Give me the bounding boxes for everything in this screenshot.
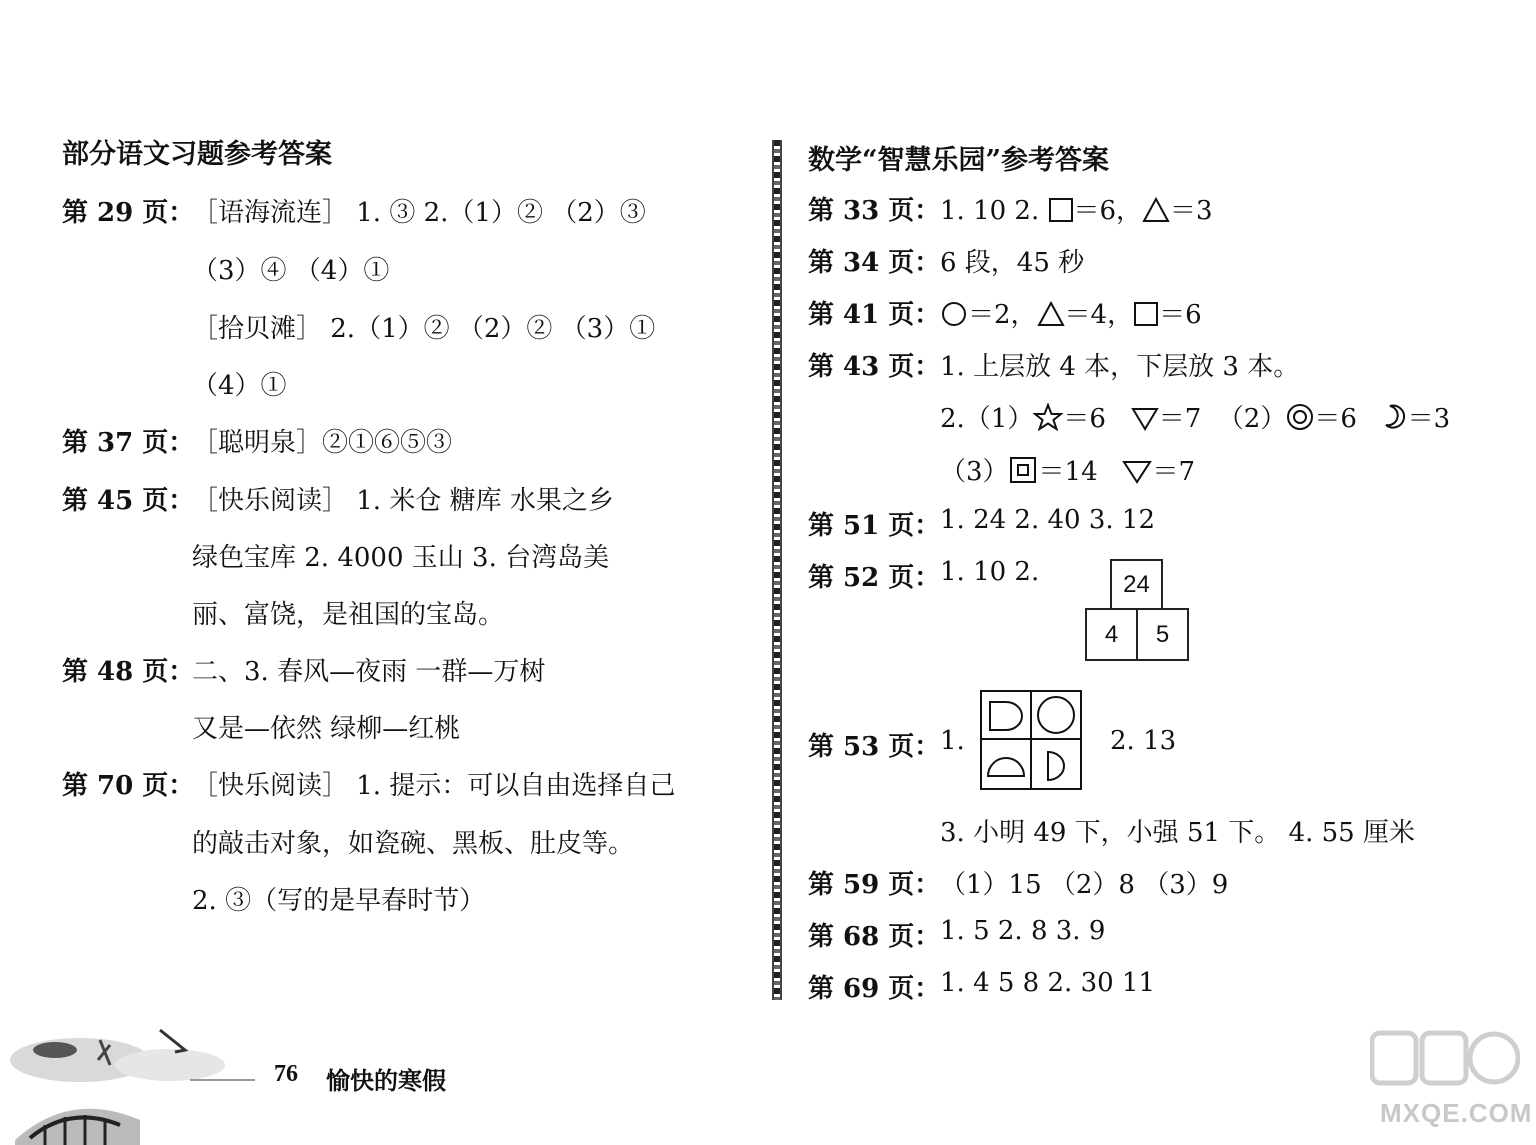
star-icon	[1033, 403, 1063, 431]
p53-line2: 3. 小明 49 下，小强 51 下。 4. 55 厘米	[940, 818, 1415, 848]
p59-label: 第 59 页：	[808, 870, 941, 900]
p53-part-b: 2. 13	[1110, 726, 1177, 756]
p41-part-b: ＝4，	[1064, 300, 1134, 330]
p48-line1: 二、3. 春风—夜雨 一群—万树	[192, 657, 546, 687]
p43-l2-d: （2）	[1217, 404, 1287, 434]
pyramid-bottom-right-cell: 5	[1136, 608, 1189, 661]
pyramid-bottom-left-cell: 4	[1085, 608, 1138, 661]
p70-label: 第 70 页：	[62, 771, 195, 801]
p43-l2-e: ＝6	[1314, 404, 1357, 434]
p69-answer: 1. 4 5 8 2. 30 11	[940, 968, 1155, 998]
p41-part-a: ＝2，	[968, 300, 1037, 330]
p33-label: 第 33 页：	[808, 196, 941, 226]
inverted-triangle-icon	[1131, 405, 1159, 431]
p43-l2-b: ＝6	[1063, 404, 1106, 434]
book-title: 愉快的寒假	[326, 1066, 446, 1095]
p69-label: 第 69 页：	[808, 974, 941, 1004]
p43-l2-a: 2.（1）	[940, 404, 1034, 434]
p41-answer	[940, 294, 1202, 331]
p53-part-a: 1.	[940, 726, 965, 756]
p45-line2: 绿色宝库 2. 4000 玉山 3. 台湾岛美	[192, 543, 610, 573]
square-icon	[1048, 197, 1074, 223]
watermark-text: MXQE.COM	[1380, 1098, 1533, 1128]
p52-answer: 1. 10 2.	[940, 557, 1040, 587]
half-circle-icon	[988, 758, 1024, 776]
p37-label: 第 37 页：	[62, 428, 195, 458]
p34-label: 第 34 页：	[808, 248, 941, 278]
winter-scene-illustration	[10, 1020, 260, 1145]
square-icon	[1133, 301, 1159, 327]
p43-label: 第 43 页：	[808, 352, 941, 382]
p34-answer: 6 段，45 秒	[940, 248, 1085, 278]
p59-answer: （1）15 （2）8 （3）9	[940, 870, 1229, 900]
p68-answer: 1. 5 2. 8 3. 9	[940, 916, 1106, 946]
p43-l2-f: ＝3	[1407, 404, 1451, 434]
p43-l2-c: ＝7	[1158, 404, 1202, 434]
p33-part-a: 1. 10 2.	[940, 196, 1040, 226]
p45-line1: ［快乐阅读］ 1. 米仓 糖库 水果之乡	[192, 486, 614, 516]
p41-label: 第 41 页：	[808, 300, 941, 330]
p29-line3: ［拾贝滩］ 2.（1）② （2）② （3）①	[192, 314, 656, 344]
p29-line1: ［语海流连］ 1. ③ 2.（1）② （2）③	[192, 198, 646, 228]
dotted-square-icon	[1009, 456, 1039, 484]
p33-part-b: ＝6，	[1073, 196, 1143, 226]
page-number: 76	[274, 1061, 298, 1087]
p41-part-c: ＝6	[1159, 300, 1202, 330]
p70-line1: ［快乐阅读］ 1. 提示：可以自由选择自己	[192, 771, 676, 801]
p48-line2: 又是—依然 绿柳—红桃	[192, 714, 461, 744]
p43-l3-c: ＝7	[1152, 457, 1195, 487]
p52-label: 第 52 页：	[808, 563, 941, 593]
p43-l3-a: （3）	[940, 457, 1009, 487]
inverted-triangle-icon	[1122, 458, 1152, 484]
half-circle-icon	[1048, 752, 1064, 780]
p53-label: 第 53 页：	[808, 732, 941, 762]
p37-line1: ［聪明泉］②①⑥⑤③	[192, 428, 453, 458]
p45-line3: 丽、富饶，是祖国的宝岛。	[192, 600, 505, 630]
p43-l3-b: ＝14	[1038, 457, 1098, 487]
moon-icon	[1382, 403, 1408, 431]
p68-label: 第 68 页：	[808, 922, 941, 952]
double-circle-icon	[1286, 403, 1314, 431]
p43-line1: 1. 上层放 4 本，下层放 3 本。	[940, 352, 1300, 382]
p43-line3	[940, 451, 1195, 488]
shape-pattern-grid	[980, 690, 1082, 790]
p33-answer	[940, 190, 1213, 227]
p29-line2: （3）④ （4）①	[192, 256, 390, 286]
p48-label: 第 48 页：	[62, 657, 195, 687]
watermark-logo	[1370, 1025, 1520, 1095]
triangle-icon	[1142, 197, 1170, 223]
pyramid-top-cell: 24	[1110, 559, 1163, 610]
math-answers-heading: 数学“智慧乐园”参考答案	[808, 145, 1110, 176]
p51-label: 第 51 页：	[808, 511, 941, 541]
p29-label: 第 29 页：	[62, 198, 195, 228]
p70-line3: 2. ③（写的是早春时节）	[192, 886, 486, 916]
p33-part-c: ＝3	[1170, 196, 1213, 226]
triangle-icon	[1037, 301, 1065, 327]
p51-answer: 1. 24 2. 40 3. 12	[940, 505, 1155, 535]
p43-line2	[940, 398, 1450, 435]
p45-label: 第 45 页：	[62, 486, 195, 516]
column-divider	[772, 140, 782, 1000]
p29-line4: （4）①	[192, 371, 287, 401]
p70-line2: 的敲击对象，如瓷碗、黑板、肚皮等。	[192, 829, 635, 859]
circle-icon	[940, 301, 968, 327]
half-circle-icon	[990, 702, 1022, 730]
chinese-answers-heading: 部分语文习题参考答案	[62, 139, 332, 170]
circle-icon	[1038, 697, 1074, 733]
